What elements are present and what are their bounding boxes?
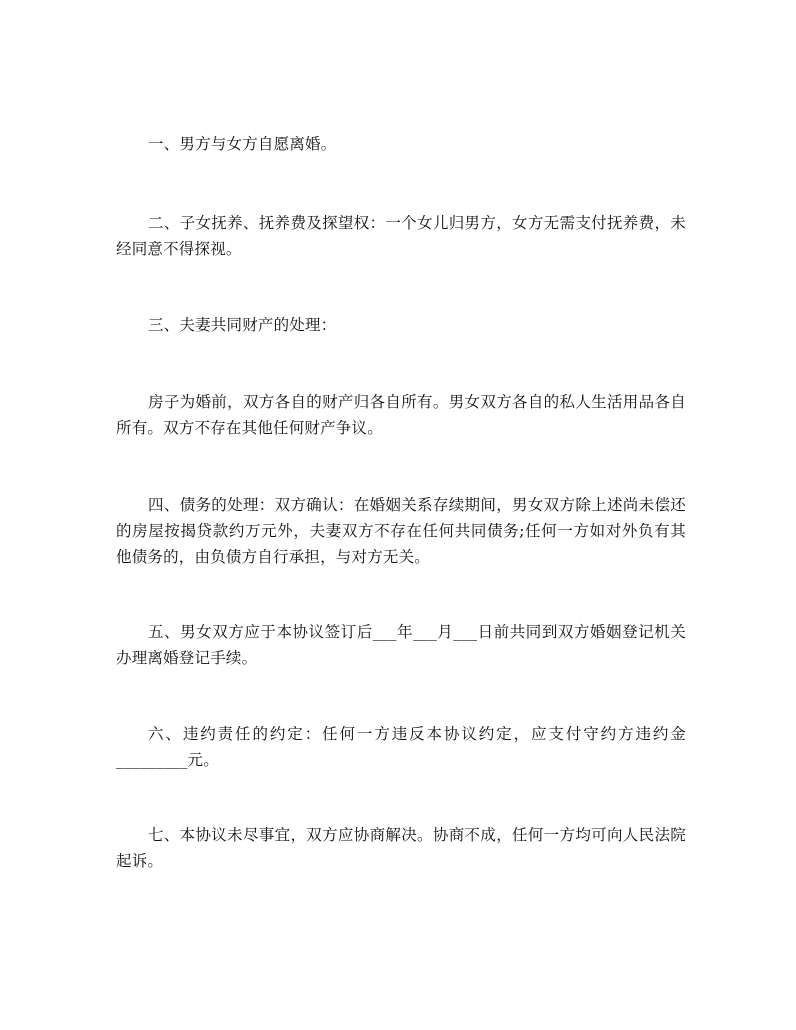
clause-4-paragraph: 四、债务的处理：双方确认：在婚姻关系存续期间，男女双方除上述尚未偿还的房屋按揭贷款约万元外，夫妻双方不存在任何共同债务;任何一方如对外负有其他债务的，由负债方自行承担，与对方无关。: [116, 495, 686, 566]
clause-1-paragraph: 一、男方与女方自愿离婚。: [148, 134, 337, 153]
clause-5-paragraph: 五、男女双方应于本协议签订后___年___月___日前共同到双方婚姻登记机关办理离婚登记手续。: [116, 622, 686, 667]
clause-3-heading: 三、夫妻共同财产的处理：: [148, 315, 337, 334]
clause-7-paragraph: 七、本协议未尽事宜，双方应协商解决。协商不成，任何一方均可向人民法院起诉。: [116, 825, 686, 870]
clause-6-paragraph: 六、违约责任的约定：任何一方违反本协议约定，应支付守约方违约金_________元。: [116, 724, 686, 769]
property-detail-paragraph: 房子为婚前，双方各自的财产归各自所有。男女双方各自的私人生活用品各自所有。双方不存在其他任何财产争议。: [116, 392, 686, 437]
clause-2-paragraph: 二、子女抚养、抚养费及探望权：一个女儿归男方，女方无需支付抚养费，未经同意不得探视。: [116, 213, 686, 258]
